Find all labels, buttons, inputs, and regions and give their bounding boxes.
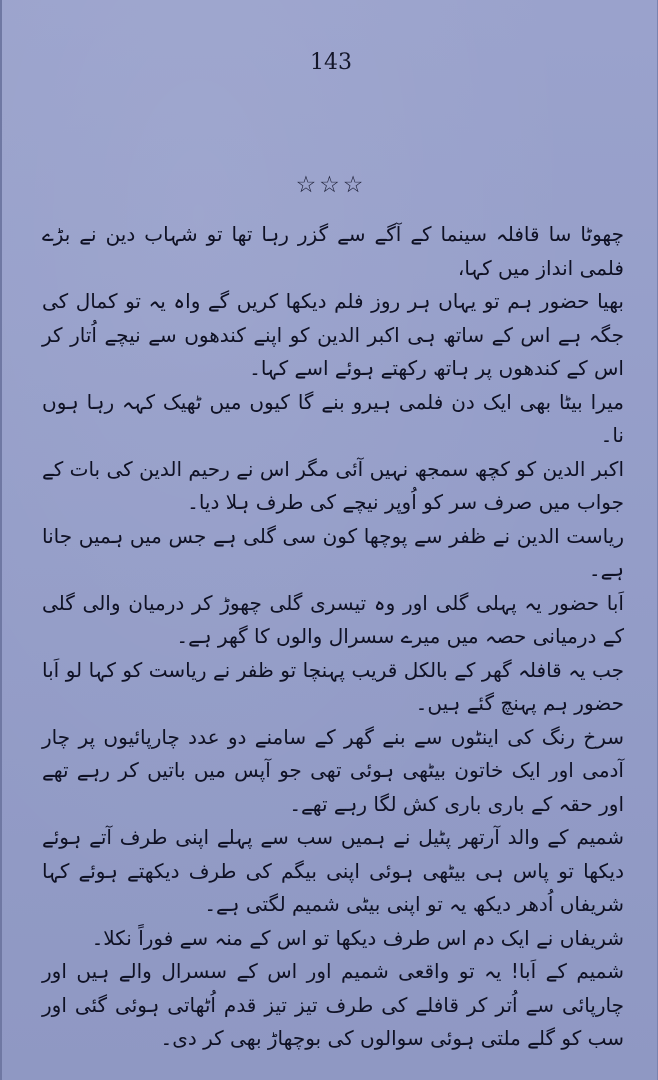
body-text: [42, 218, 624, 1056]
paragraph: میرا بیٹا بھی ایک دن فلمی ہیرو بنے گا کیوں میں ٹھیک کہہ رہا ہوں نا۔: [42, 389, 624, 447]
paragraph: بھیا حضور ہم تو یہاں ہر روز فلم دیکھا کریں گے واہ یہ تو کمال کی جگہ ہے اس کے ساتھ ہی اکبر الدین کو اپنے کندھوں سے نیچے اُتار کر اس کے کندھوں پر ہاتھ رکھتے ہوئے اسے کہا۔: [42, 289, 624, 380]
paragraph: اکبر الدین کو کچھ سمجھ نہیں آئی مگر اس نے رحیم الدین کی بات کے جواب میں صرف سر کو اُوپر نیچے کی طرف ہلا دیا۔: [42, 456, 624, 514]
paragraph: چھوٹا سا قافلہ سینما کے آگے سے گزر رہا تھا تو شہاب دین نے بڑے فلمی انداز میں کہا،: [42, 222, 624, 280]
section-separator-stars: ☆☆☆: [295, 172, 367, 198]
paragraph: شمیم کے والد آرتھر پٹیل نے ہمیں سب سے پہلے اپنی طرف آتے ہوئے دیکھا تو پاس ہی بیٹھی ہوئی اپنی بیگم کی طرف دیکھتے ہوئے کہا شریفاں اُدھر دیکھ یہ تو اپنی بیٹی شمیم لگتی ہے۔: [42, 825, 624, 916]
paragraph: سرخ رنگ کی اینٹوں سے بنے گھر کے سامنے دو عدد چارپائیوں پر چار آدمی اور ایک خاتون بیٹھی ہوئی تھی جو آپس میں باتیں کر رہے تھے اور حقہ کے باری باری کش لگا رہے تھے۔: [42, 724, 624, 816]
paragraph: جب یہ قافلہ گھر کے بالکل قریب پہنچا تو ظفر نے ریاست کو کہا لو اَبا حضور ہم پہنچ گئے ہیں۔: [42, 657, 624, 715]
paragraph: اَبا حضور یہ پہلی گلی اور وہ تیسری گلی چھوڑ کر درمیان والی گلی کے درمیانی حصہ میں میرے سسرال والوں کا گھر ہے۔: [42, 590, 624, 648]
paragraph: شمیم کے اَبا! یہ تو واقعی شمیم اور اس کے سسرال والے ہیں اور چارپائی سے اُتر کر قافلے کی طرف تیز تیز قدم اُٹھاتی ہوئی گئی اور سب کو گلے ملتی ہوئی سوالوں کی بوچھاڑ بھی کر دی۔: [42, 959, 624, 1050]
page-number: 143: [310, 50, 352, 75]
paragraph: ریاست الدین نے ظفر سے پوچھا کون سی گلی ہے جس میں ہمیں جانا ہے۔: [42, 523, 624, 581]
paragraph: شریفاں نے ایک دم اس طرف دیکھا تو اس کے منہ سے فوراً نکلا۔: [91, 925, 624, 950]
